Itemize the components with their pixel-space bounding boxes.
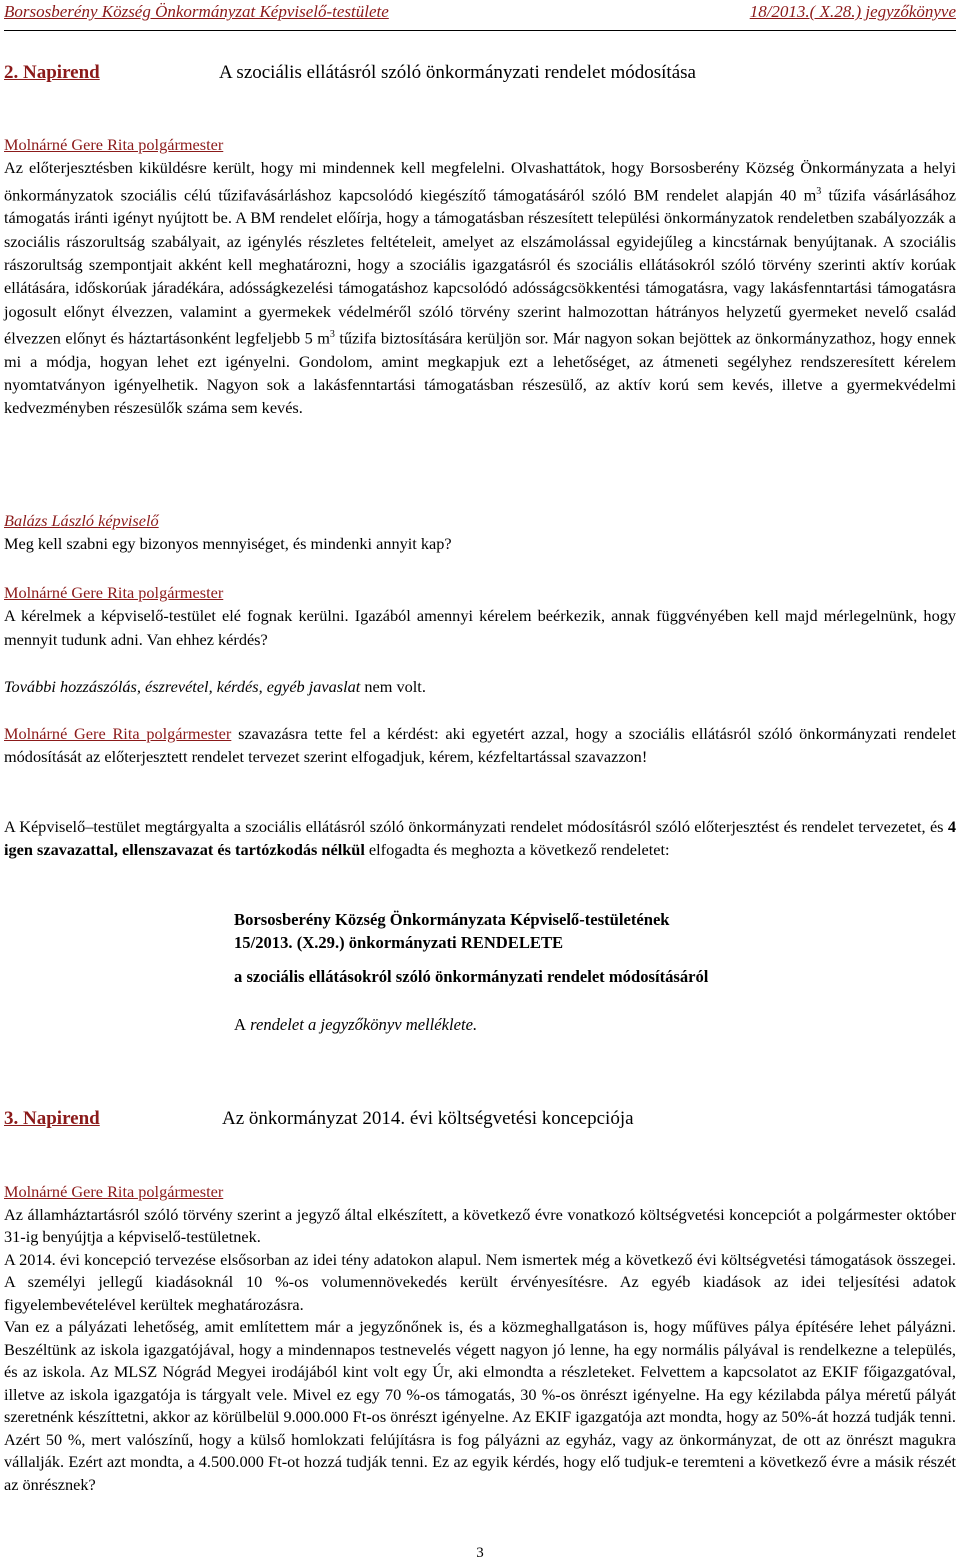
decree-note-a: A	[234, 1015, 246, 1034]
speech-mayor-2	[4, 581, 956, 651]
vote-call-text: szavazásra tette fel a kérdést: aki egyetért azzal, hogy a szociális ellátásról szóló önkormányzati rendelet módosítását az előterjesztett rendelet tervezet szerint elfogadjuk, kérem, kézfeltartással szavazzon!	[4, 724, 957, 767]
vote-result: 4 igen szavazattal, ellenszavazat és tartózkodás nélkül	[4, 817, 956, 860]
page-header	[4, 0, 956, 31]
decision-paragraph	[4, 815, 956, 862]
speaker-name: Molnárné Gere Rita polgármester	[4, 1182, 224, 1201]
speech-text-a: Az előterjesztésben kiküldésre került, hogy mi mindennek kell megfelelni. Olvashattátok, hogy Borsosberény Község Önkormányzata a helyi önkormányzatok szociális célú tűzifavásárláshoz kapcsolódó kiegészítő támogatásáról szóló BM rendelet alapján 40 m	[4, 158, 956, 205]
speech-para-2: A 2014. évi koncepció tervezése elsősorban az idei tény adatokon alapul. Nem ismertek még a következő évi költségvetési támogatások összegei. A személyi jellegű kiadásoknál 10 %-os volumennövekedés került érvényesítésre. Az egyéb kiadások az idei teljesítési adatok figyelembevételével kerültek meghatározásra.	[4, 1249, 956, 1314]
speech-text: A kérelmek a képviselő-testület elé fognak kerülni. Igazából amennyi kérelem beérkezik, annak függvényében kell majd mérlegelnünk, hogy mennyit tudunk adni. Van ehhez kérdés?	[4, 606, 956, 649]
decree-line-3: a szociális ellátásokról szóló önkormányzati rendelet módosításáról	[234, 967, 709, 986]
speech-mayor-3	[4, 1181, 956, 1496]
agenda-item-3-title: Az önkormányzat 2014. évi költségvetési koncepciója	[222, 1108, 634, 1129]
agenda-item-2-number: 2. Napirend	[4, 62, 100, 83]
speaker-name: Molnárné Gere Rita polgármester	[4, 724, 232, 743]
speech-mayor-1	[4, 133, 956, 419]
speech-representative	[4, 509, 956, 556]
comments-rest: nem volt.	[360, 677, 426, 696]
decree-note-b: rendelet a jegyzőkönyv melléklete.	[245, 1015, 478, 1034]
decree-line-1: Borsosberény Község Önkormányzata Képviselő-testületének	[234, 910, 670, 929]
speech-text-c: tűzifa biztosítására kerüljön sor. Már nagyon sokan bejöttek az önkormányzathoz, hogy ennek mi a módja, hogyan lehet ezt igényelni. Gondolom, amint megkapjuk ezt a lehetőséget, az átmeneti segélyhez rendszeresített kérelem nyomtatványon igényelhetik. Nagyon sok a lakásfenntartási támogatásban részesülő, az aktív korú sem kevés, illetve a gyermekvédelmi kedvezményben részesülők száma sem kevés.	[4, 328, 956, 418]
speaker-name: Balázs László képviselő	[4, 511, 159, 530]
header-minutes-number: 18/2013.( X.28.) jegyzőkönyve	[749, 2, 956, 21]
page-number: 3	[476, 1545, 484, 1561]
speaker-name: Molnárné Gere Rita polgármester	[4, 135, 224, 154]
speech-text: Meg kell szabni egy bizonyos mennyiséget, és mindenki annyit kap?	[4, 534, 452, 554]
decree-line-2: 15/2013. (X.29.) önkormányzati RENDELETE	[234, 933, 564, 952]
vote-call	[4, 722, 956, 769]
speaker-name: Molnárné Gere Rita polgármester	[4, 583, 224, 602]
decision-text-b: elfogadta és meghozta a következő rendeletet:	[364, 840, 670, 860]
no-further-comments	[4, 675, 956, 698]
superscript: 3	[816, 185, 822, 197]
agenda-item-2-title: A szociális ellátásról szóló önkormányzati rendelet módosítása	[219, 62, 696, 83]
decree-note	[234, 1013, 956, 1036]
agenda-item-3-number: 3. Napirend	[4, 1108, 100, 1129]
speech-para-3: Van ez a pályázati lehetőség, amit említettem már a jegyzőnőnek is, és a közmeghallgatáson is, hogy műfüves pálya építésére lehet pályázni. Beszéltünk az iskola igazgatójával, hogy a mindennapos testnevelés végett nagyon jó lenne, ha egy normális pályával is rendelkezne a település, és az iskola. Az MLSZ Nógrád Megyei irodájából kint volt egy Úr, aki elmondta a részleteket. Felvettem a kapcsolatot az EKIF főigazgatóval, illetve az iskola igazgatója is tárgyalt vele. Mivel ez egy 70 %-os támogatás, 30 %-os önrészt igényelne. Ha egy kézilabda pálya méretű pályát szeretnénk készíttetni, akkor az körülbelül 9.000.000 Ft-os önrészt igényelne. Az EKIF igazgatója azt mondta, hogy az 50%-át hozzá tudják tenni. Azért 50 %, mert valószínű, hogy a külső homlokzati felújításra is fog pályázni az egyház, vagy az önkormányzat, de ott az önrészt magukra vállalják. Ezért azt mondta, a 4.500.000 Ft-ot hozzá tudják tenni. Ez az egyik kérdés, hogy elő tudjuk-e teremteni a következő évre a másik részét az önrésznek?	[4, 1317, 956, 1494]
decree-subject	[234, 965, 956, 988]
speech-text-b: tűzifa vásárlásához támogatás iránti igényt nyújtott be. A BM rendelet előírja, hogy a támogatásban részesített települési önkormányzatok rendeletben szabályozzák a szociális rászorultság szabályait, az igénylés részletes feltételeit, amelyet az elszámolással egyidejűleg a kincstárnak benyújtanak. A szociális rászorultság szempontjait akként kell meghatározni, hogy a szociális igazgatásról és szociális ellátásokról szóló törvény szerinti aktív korúak ellátására, időskorúak járadékára, adósságkezelési támogatáshoz kapcsolódó adósságcsökkentési támogatásra, vagy lakásfenntartási támogatásra jogosult előnyt élvezzen, valamint a gyermekek védelméről szóló törvény szerint halmozottan hátrányos helyzetű gyermeket nevelő család élvezzen előnyt és háztartásonként legfeljebb 5 m	[4, 185, 956, 348]
speech-para-1: Az államháztartásról szóló törvény szerint a jegyző által elkészített, a következő évre vonatkozó költségvetési koncepciót a polgármester október 31-ig benyújtja a képviselő-testületnek.	[4, 1204, 956, 1246]
decision-text-a: A Képviselő–testület megtárgyalta a szociális ellátásról szóló önkormányzati rendelet módosításról szóló előterjesztést és rendelet tervezetet, és	[4, 817, 948, 836]
comments-italic: További hozzászólás, észrevétel, kérdés, egyéb javaslat	[4, 677, 361, 696]
header-council-name: Borsosberény Község Önkormányzat Képviselő-testülete	[4, 2, 389, 21]
decree-title	[234, 908, 956, 954]
superscript: 3	[329, 328, 335, 340]
